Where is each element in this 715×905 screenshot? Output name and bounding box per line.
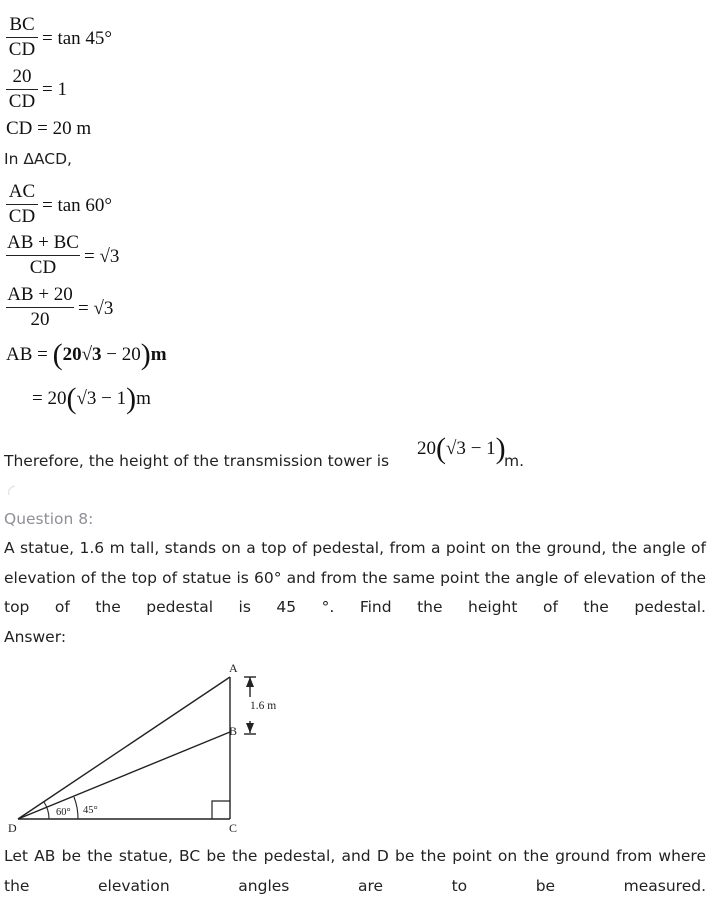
equation-rhs: = tan 45° <box>42 28 113 49</box>
expr-root: √3 <box>446 438 466 459</box>
numerator: BC <box>9 14 35 35</box>
equation-simplified <box>32 384 151 414</box>
fraction-bar <box>6 307 74 308</box>
unit: m <box>150 344 167 365</box>
equation-lhs: = 20 <box>32 388 67 409</box>
denominator: 20 <box>30 309 50 330</box>
unit: m <box>136 388 151 409</box>
fraction-bar <box>6 89 38 90</box>
label-length: 1.6 m <box>250 700 277 712</box>
right-paren: ) <box>140 338 151 371</box>
right-paren: ) <box>126 382 137 415</box>
equation-cd-value: CD = 20 m <box>6 118 92 139</box>
fraction-bar <box>6 204 38 205</box>
fraction-bar <box>6 255 80 256</box>
equation-rhs: = √3 <box>84 246 120 267</box>
left-paren: ( <box>66 382 77 415</box>
expr-root: √3 <box>76 388 97 409</box>
left-paren: ( <box>52 338 63 371</box>
equation-rhs: = √3 <box>78 298 114 319</box>
expr-part: − 1 <box>465 438 496 459</box>
expr-part: − 1 <box>96 388 127 409</box>
right-angle-marker <box>212 801 230 819</box>
numerator: AC <box>8 181 36 202</box>
fraction-ab-20-20 <box>6 284 74 331</box>
equation-lhs: AB = <box>6 344 48 365</box>
expr-coef: 20 <box>417 438 436 459</box>
numerator: 20 <box>12 66 32 87</box>
arrow-up-icon <box>246 677 254 687</box>
label-a: A <box>229 661 238 675</box>
label-angle-60: 60° <box>56 807 71 818</box>
fraction-20-cd <box>6 66 38 113</box>
fraction-bc-cd <box>6 14 38 61</box>
equation-ab <box>6 340 167 370</box>
question-text: A statue, 1.6 m tall, stands on a top of pedestal, from a point on the ground, the angle of elevation of the top of statue is 60° and from the same point the angle of elevation of the top of the pedestal is 45 °. Find the height of the pedestal. <box>4 539 706 616</box>
denominator: CD <box>8 206 36 227</box>
angle-arc-45 <box>74 797 78 819</box>
denominator: CD <box>8 91 36 112</box>
conclusion-expression <box>417 434 506 464</box>
triangle-figure <box>0 655 290 840</box>
line-db <box>18 732 230 819</box>
label-angle-45: 45° <box>83 805 98 816</box>
in-triangle-text: In ΔACD, <box>4 150 72 168</box>
explanation-text: Let AB be the statue, BC be the pedestal, and D be the point on the ground from where the elevation angles are to be measured. <box>4 847 706 895</box>
equation-rhs: = tan 60° <box>42 195 113 216</box>
label-b: B <box>229 724 238 738</box>
label-d: D <box>8 821 17 835</box>
expr-part: 20√3 <box>62 344 102 365</box>
angle-arc-60 <box>44 802 49 819</box>
fraction-ab-bc-cd <box>6 232 80 279</box>
fraction-ac-cd <box>6 181 38 228</box>
expr-part: − 20 <box>101 344 141 365</box>
denominator: CD <box>29 257 57 278</box>
numerator: AB + 20 <box>7 284 73 305</box>
fraction-bar <box>6 37 38 38</box>
label-c: C <box>229 821 238 835</box>
answer-label: Answer: <box>4 628 67 646</box>
conclusion-text: Therefore, the height of the transmission tower is <box>4 452 390 470</box>
denominator: CD <box>8 39 36 60</box>
arrow-down-icon <box>246 723 254 733</box>
question-title: Question 8: <box>4 510 94 528</box>
line-da <box>18 677 230 819</box>
left-paren: ( <box>436 432 446 465</box>
conclusion-unit: m. <box>504 452 525 470</box>
equation-rhs: = 1 <box>42 79 67 100</box>
decorative-mark <box>4 484 18 498</box>
right-paren: ) <box>495 432 506 465</box>
numerator: AB + BC <box>7 232 79 253</box>
